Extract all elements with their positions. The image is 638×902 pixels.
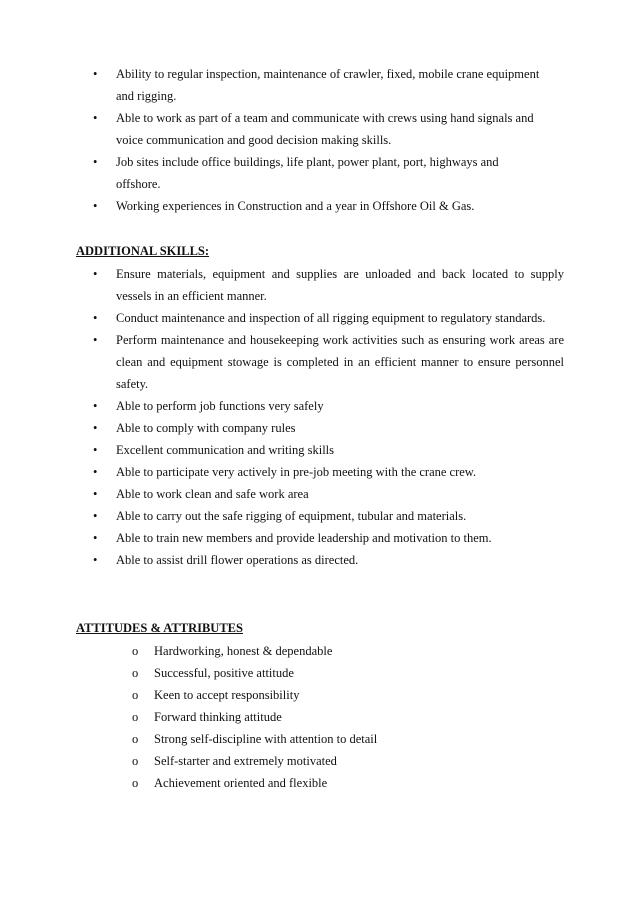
bullet-marker: • <box>93 465 98 479</box>
list-item <box>76 151 546 195</box>
list-item <box>76 395 564 417</box>
list-item <box>132 662 552 684</box>
circle-marker: o <box>132 754 139 768</box>
list-item-text: Successful, positive attitude <box>154 666 294 680</box>
bullet-marker: • <box>93 443 98 457</box>
list-item <box>76 417 564 439</box>
list-item-text: Able to comply with company rules <box>116 421 296 435</box>
circle-marker: o <box>132 776 139 790</box>
bullet-marker: • <box>93 553 98 567</box>
list-item <box>132 750 552 772</box>
list-item <box>132 772 552 794</box>
additional-skills-heading: ADDITIONAL SKILLS: <box>76 244 210 258</box>
list-item-text: Able to work clean and safe work area <box>116 487 309 501</box>
list-item <box>132 728 552 750</box>
bullet-marker: • <box>93 333 98 347</box>
list-item <box>132 706 552 728</box>
bullet-marker: • <box>93 67 98 81</box>
list-item-text: Self-starter and extremely motivated <box>154 754 337 768</box>
bullet-marker: • <box>93 421 98 435</box>
bullet-marker: • <box>93 509 98 523</box>
list-item <box>76 63 546 107</box>
list-item-text: Excellent communication and writing skills <box>116 443 335 457</box>
list-item-text: Strong self-discipline with attention to detail <box>154 732 378 746</box>
list-item <box>132 684 552 706</box>
list-item <box>76 439 564 461</box>
list-item <box>76 307 564 329</box>
list-item <box>76 505 564 527</box>
list-item <box>76 107 546 151</box>
bullet-marker: • <box>93 155 98 169</box>
list-item-text: Hardworking, honest & dependable <box>154 644 333 658</box>
circle-marker: o <box>132 732 139 746</box>
list-item <box>76 195 546 217</box>
circle-marker: o <box>132 710 139 724</box>
circle-marker: o <box>132 666 139 680</box>
list-item-text: Ensure materials, equipment and supplies are unloaded and back located to supply vessels in an efficient manner. <box>116 267 564 303</box>
list-item-text: Forward thinking attitude <box>154 710 282 724</box>
list-item <box>132 640 552 662</box>
list-item-text: Keen to accept responsibility <box>154 688 300 702</box>
list-item-text: Able to participate very actively in pre-job meeting with the crane crew. <box>116 465 477 479</box>
list-item-text: Able to perform job functions very safely <box>116 399 324 413</box>
list-item <box>76 549 564 571</box>
list-item-text: Working experiences in Construction and a year in Offshore Oil & Gas. <box>116 199 475 213</box>
list-item <box>76 483 564 505</box>
bullet-marker: • <box>93 311 98 325</box>
list-item-text: Able to work as part of a team and communicate with crews using hand signals and voice communication and good decision making skills. <box>116 111 534 147</box>
list-item-text: Able to train new members and provide leadership and motivation to them. <box>116 531 492 545</box>
bullet-marker: • <box>93 199 98 213</box>
bullet-marker: • <box>93 267 98 281</box>
bullet-marker: • <box>93 531 98 545</box>
list-item-text: Achievement oriented and flexible <box>154 776 328 790</box>
list-item-text: Ability to regular inspection, maintenance of crawler, fixed, mobile crane equipment and rigging. <box>116 67 540 103</box>
list-item <box>76 263 564 307</box>
circle-marker: o <box>132 644 139 658</box>
list-item-text: Able to carry out the safe rigging of equipment, tubular and materials. <box>116 509 467 523</box>
bullet-marker: • <box>93 111 98 125</box>
attitudes-list <box>132 640 552 794</box>
additional-skills-list <box>76 263 564 571</box>
list-item-text: Conduct maintenance and inspection of all rigging equipment to regulatory standards. <box>116 311 546 325</box>
list-item-text: Able to assist drill flower operations as directed. <box>116 553 359 567</box>
list-item-text: Perform maintenance and housekeeping work activities such as ensuring work areas are clean and equipment stowage is completed in an efficient manner to ensure personnel safety. <box>116 333 564 391</box>
list-item <box>76 329 564 395</box>
list-item <box>76 527 564 549</box>
list-item <box>76 461 564 483</box>
experience-list <box>76 63 546 217</box>
bullet-marker: • <box>93 399 98 413</box>
attitudes-heading: ATTITUDES & ATTRIBUTES <box>76 621 243 635</box>
bullet-marker: • <box>93 487 98 501</box>
list-item-text: Job sites include office buildings, life plant, power plant, port, highways and offshore. <box>116 155 499 191</box>
circle-marker: o <box>132 688 139 702</box>
